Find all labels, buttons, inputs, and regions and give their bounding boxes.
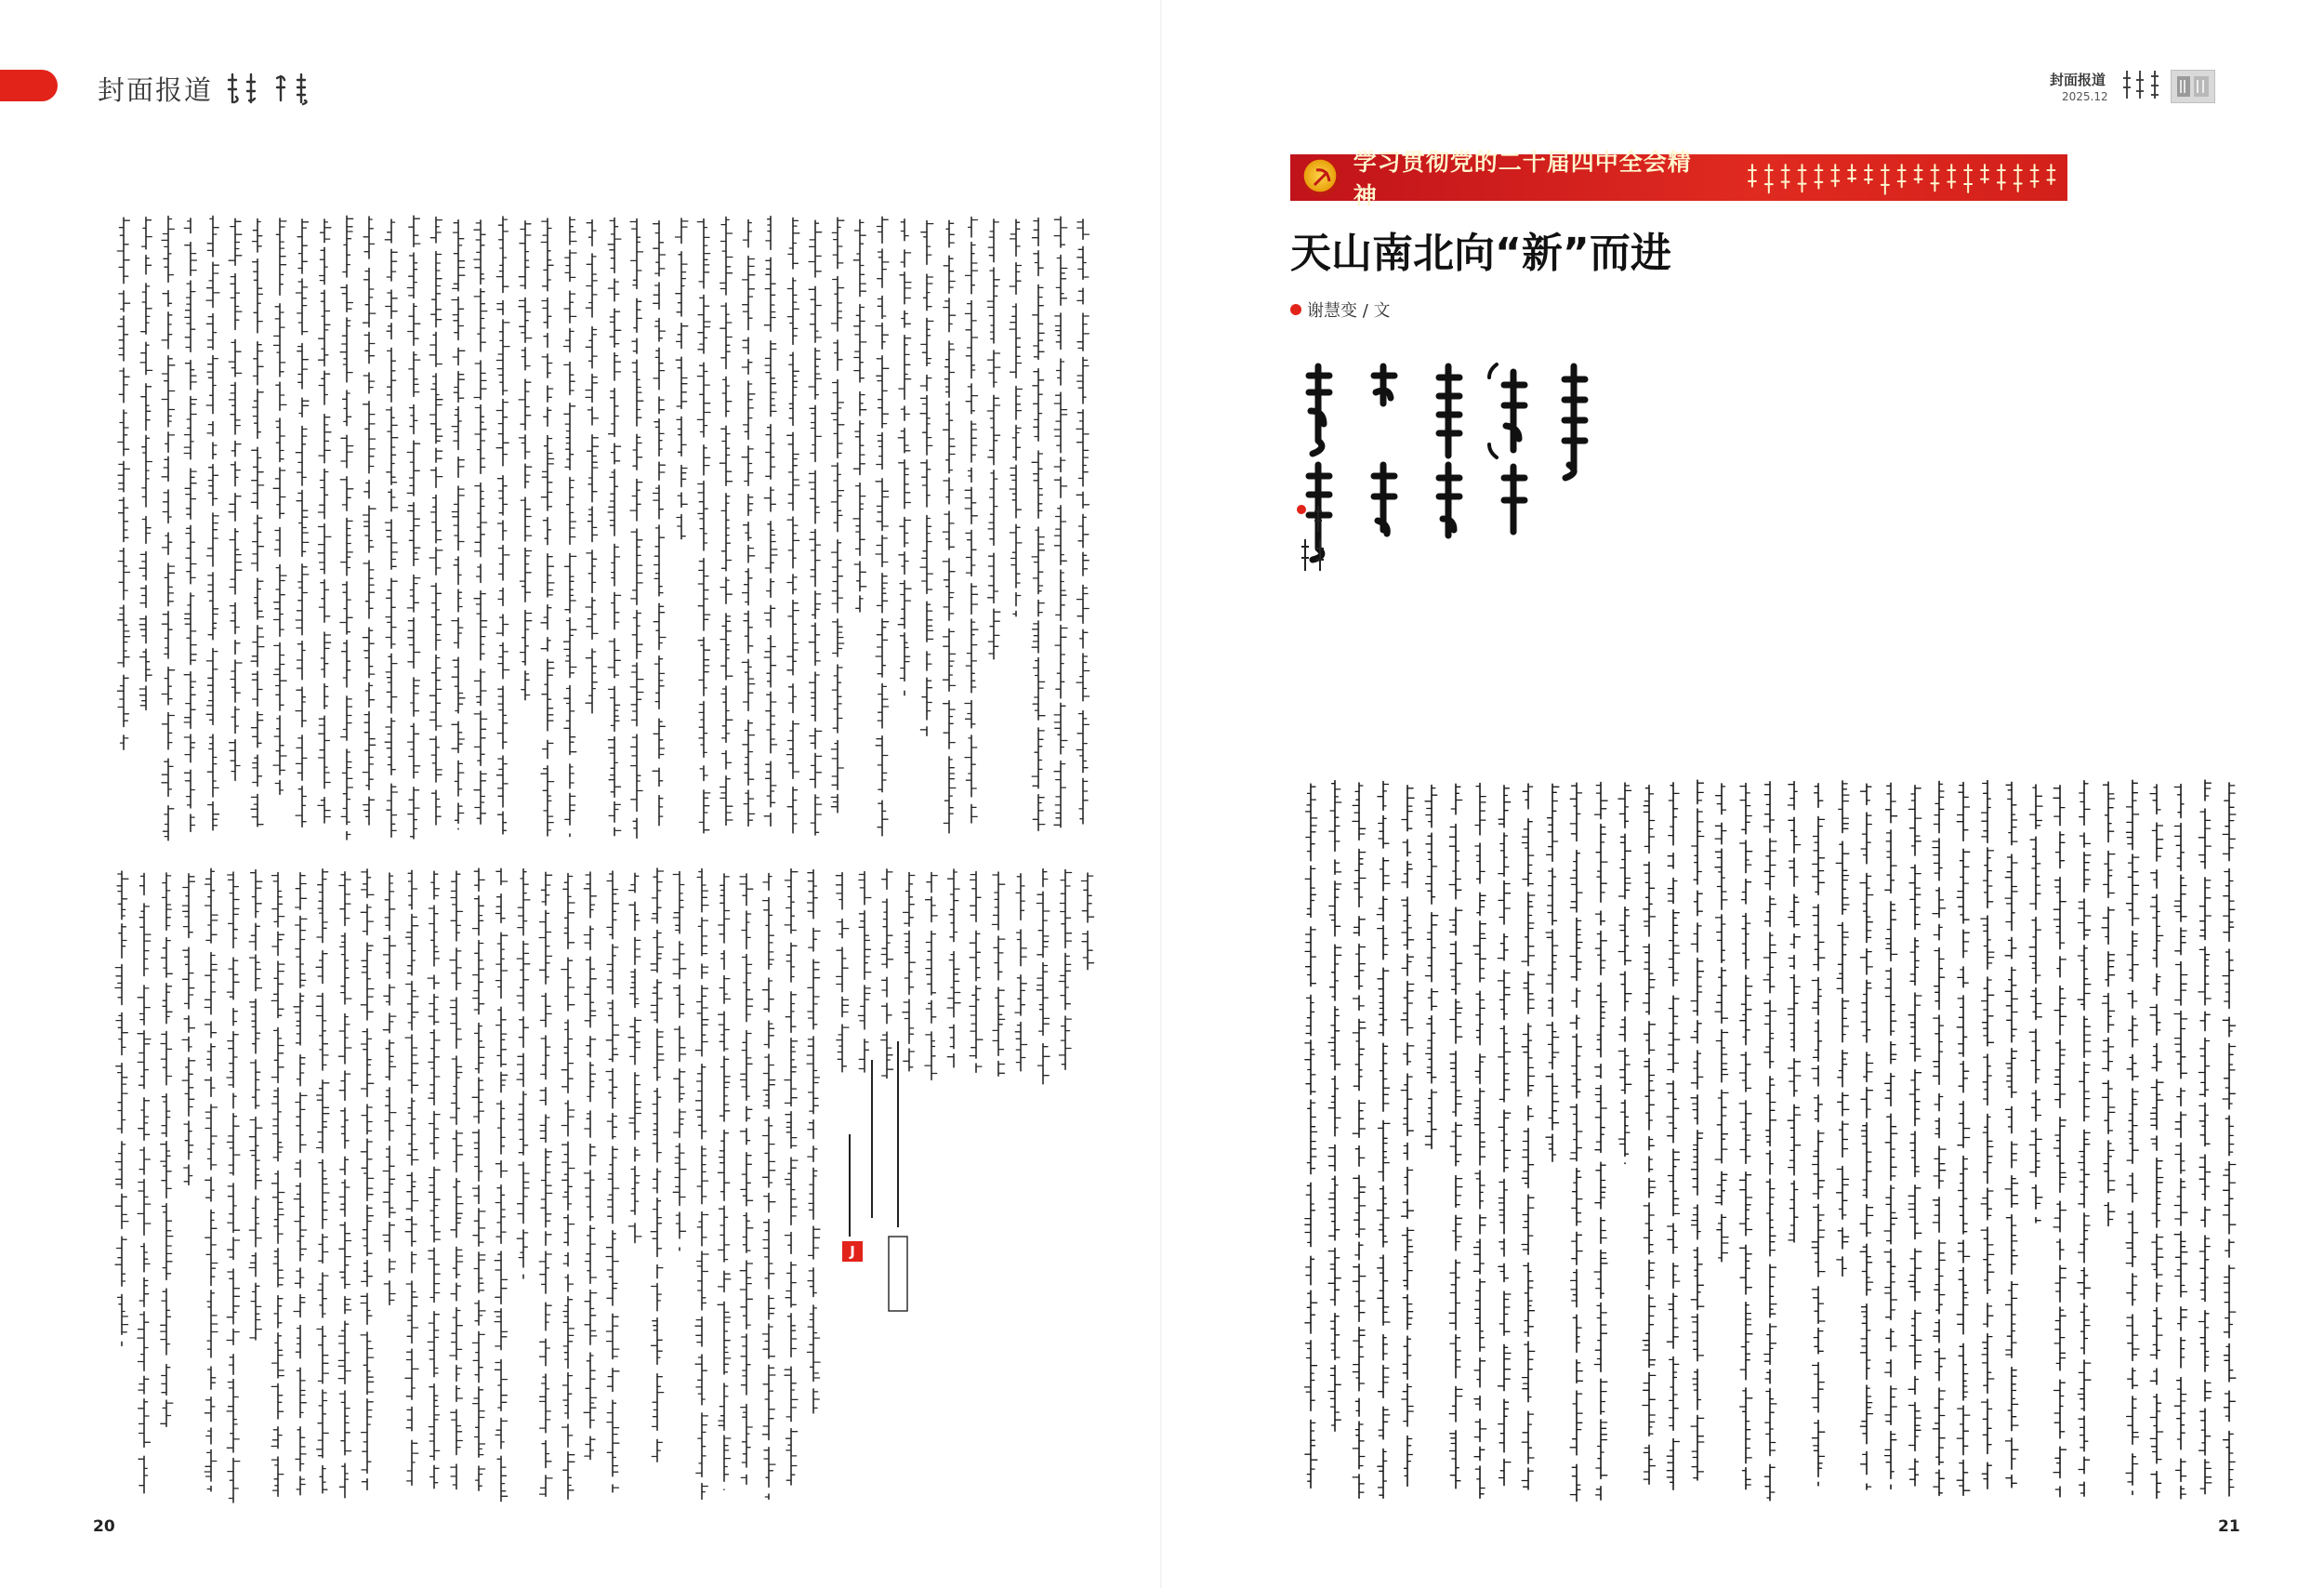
left-upper-text-block (98, 212, 1092, 844)
right-header-title: 封面报道 (2050, 72, 2106, 88)
right-page-number: 21 (2218, 1517, 2240, 1536)
issue-date: 2025.12 (2062, 90, 2108, 103)
right-body-text-block (1290, 776, 2238, 1506)
end-mark-icon: J (842, 1241, 863, 1262)
magazine-logo-icon (2171, 70, 2215, 103)
left-page-number: 20 (93, 1517, 115, 1536)
byline (1290, 298, 1391, 322)
section-tab-marker (0, 70, 58, 101)
party-emblem-icon (1303, 159, 1340, 196)
byline-text: 谢慧变 / 文 (1307, 301, 1391, 321)
mongolian-header-script (223, 69, 325, 106)
author-affiliation-note (835, 1041, 918, 1320)
mongolian-header-script (2119, 67, 2166, 104)
banner-title: 学习贯彻党的二十届四中全会精神 (1353, 149, 1692, 209)
byline-dot-icon (1290, 304, 1301, 315)
left-lower-text-block (98, 865, 823, 1506)
theme-banner (1290, 149, 2067, 209)
article-title: 天山南北向“新”而进 (1290, 230, 1671, 277)
left-header-title: 封面报道 (98, 74, 214, 106)
banner-mongolian-script (1745, 159, 2067, 196)
mongolian-byline (1294, 502, 1350, 576)
